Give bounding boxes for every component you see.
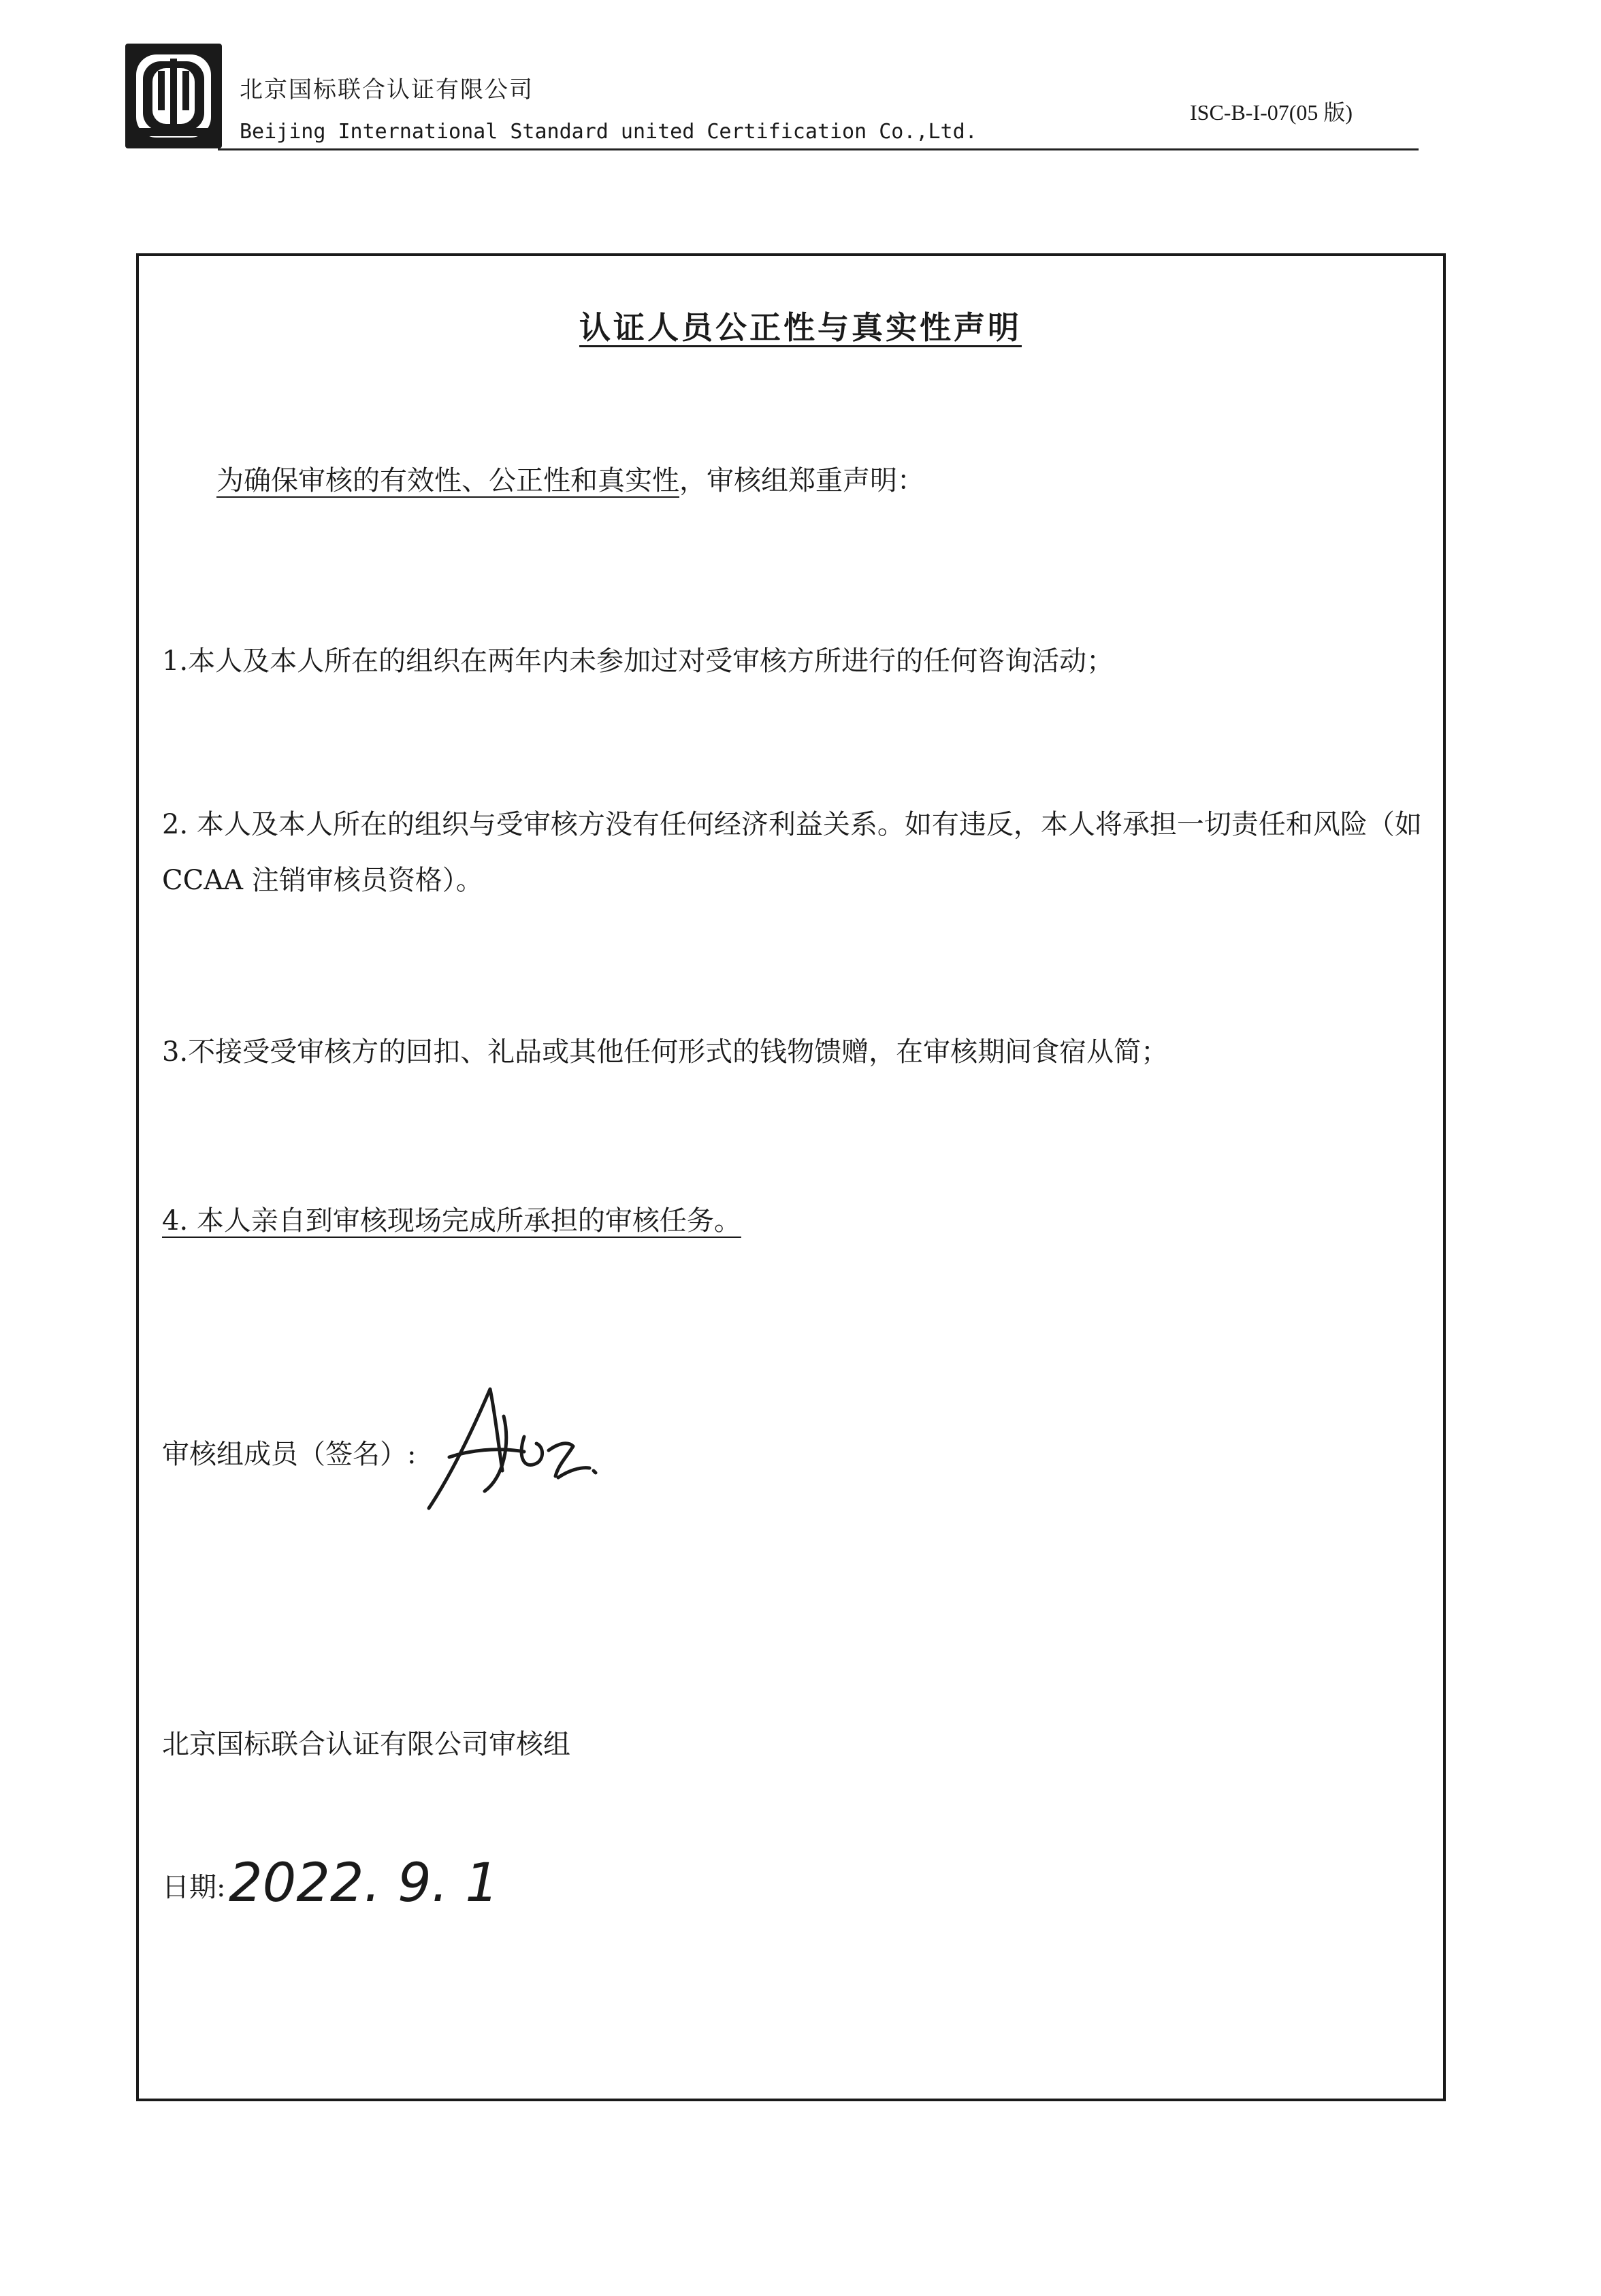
- declaration-item-2: 2. 本人及本人所在的组织与受审核方没有任何经济利益关系。如有违反，本人将承担一切责任和风险（如 CCAA 注销审核员资格）。: [162, 809, 1422, 896]
- document-code: ISC-B-I-07(05 版): [1190, 100, 1353, 125]
- header-rule: [218, 148, 1419, 150]
- isc-logo-icon: [123, 41, 225, 151]
- company-name-cn: 北京国标联合认证有限公司: [240, 76, 534, 103]
- declaration-item-1: 1.本人及本人所在的组织在两年内未参加过对受审核方所进行的任何咨询活动；: [162, 645, 1114, 677]
- signature-label: 审核组成员（签名）:: [162, 1439, 417, 1470]
- declaration-item-4: [162, 1193, 1428, 1249]
- date-label: 日期:: [162, 1872, 226, 1903]
- handwritten-signature: [422, 1375, 599, 1518]
- handwritten-date: [229, 1833, 499, 1922]
- declaration-title: [0, 303, 1601, 348]
- declaration-intro: [216, 453, 1483, 509]
- declaration-title-text: 认证人员公正性与真实性声明: [579, 309, 1022, 346]
- intro-underlined-text: 为确保审核的有效性、公正性和真实性: [216, 465, 679, 496]
- declaration-item-3: 3.不接受受审核方的回扣、礼品或其他任何形式的钱物馈赠，在审核期间食宿从简；: [162, 1036, 1169, 1068]
- intro-rest-text: ，审核组郑重声明：: [679, 465, 924, 496]
- company-name-en: Beijing International Standard united Certification Co.,Ltd.: [240, 120, 977, 144]
- item-4-text: 4. 本人亲自到审核现场完成所承担的审核任务。: [162, 1205, 741, 1237]
- handwritten-date-text: 2022. 9. 1: [229, 1853, 499, 1914]
- audit-group-name: 北京国标联合认证有限公司审核组: [162, 1729, 570, 1760]
- declaration-frame: [136, 253, 1446, 2101]
